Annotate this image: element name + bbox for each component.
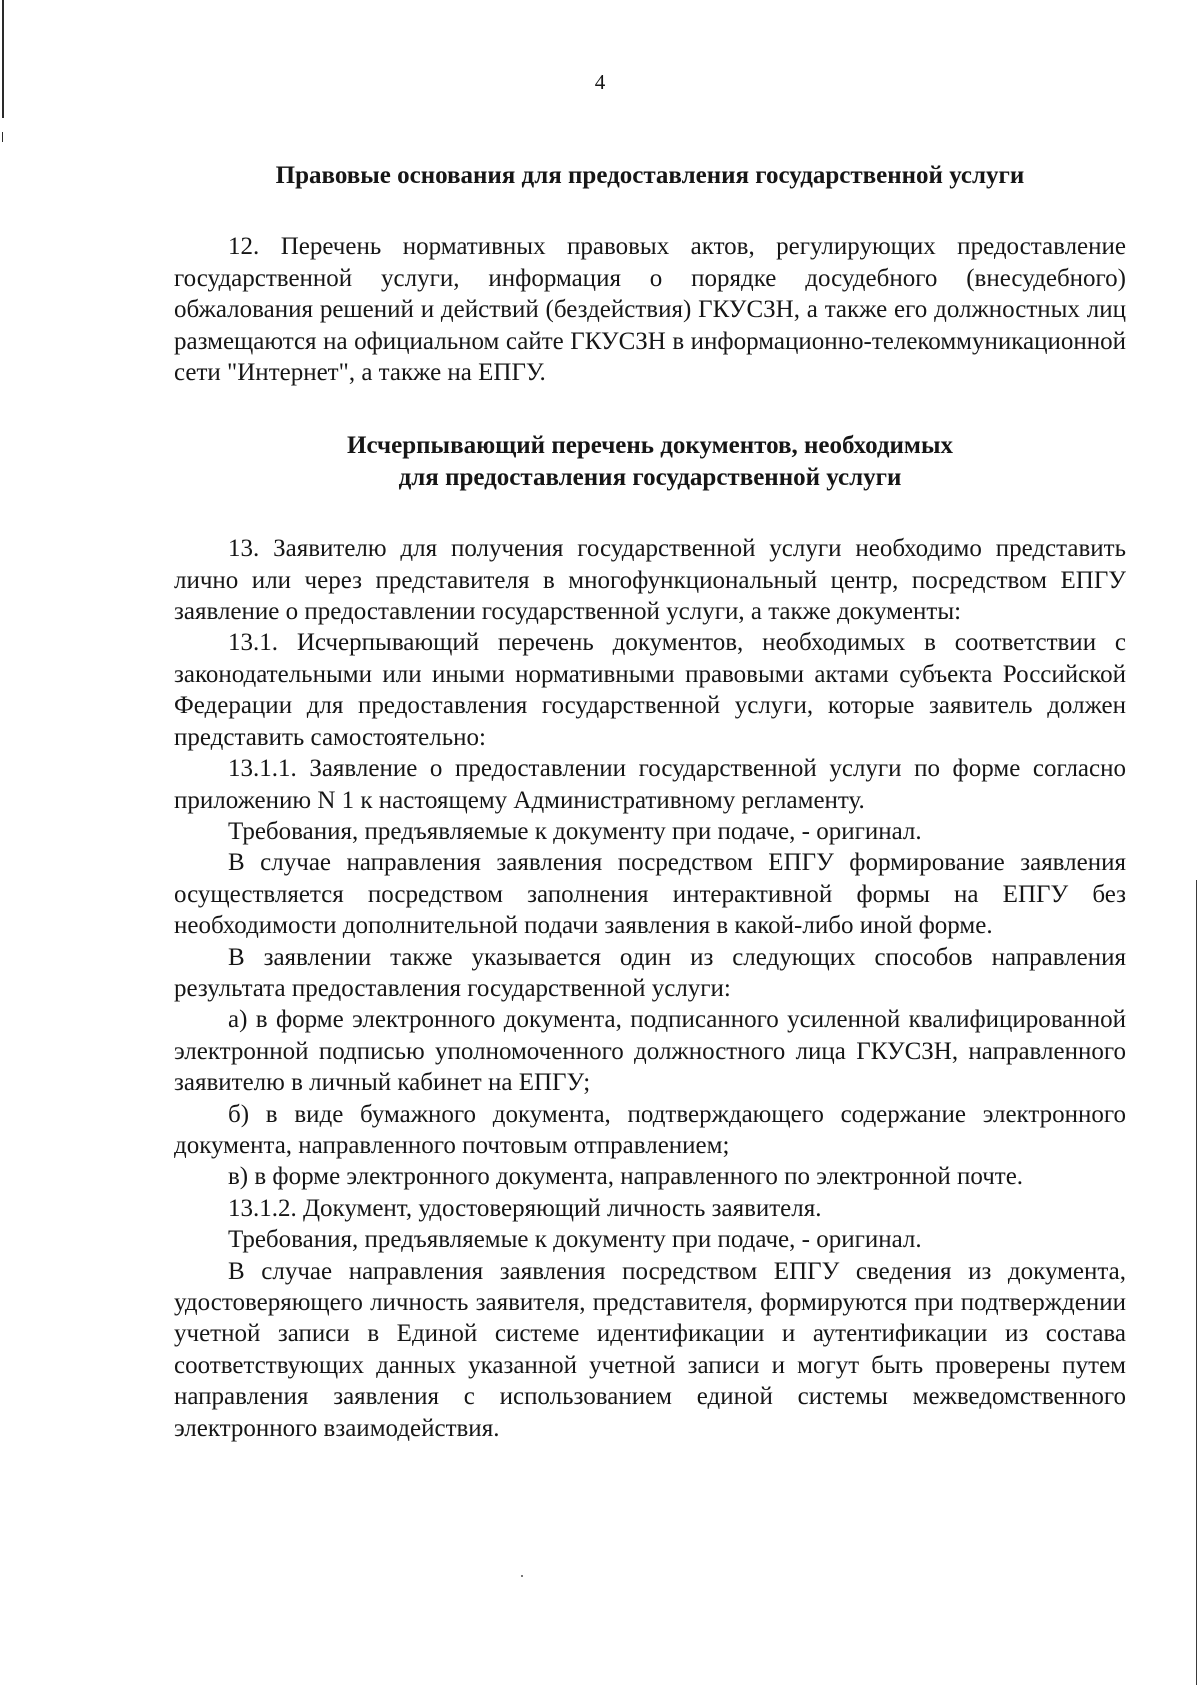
paragraph-identity-info: В случае направления заявления посредством ЕПГУ сведения из документа, удостоверяющего личность заявителя, представителя, формируются при подтверждении учетной записи в Единой системе идентификации и аутентификации из состава соответствующих данных указанной учетной записи и могут быть проверены путем направления заявления с использованием единой системы межведомственного электронного взаимодействия.: [174, 1257, 1126, 1442]
section-heading-legal-basis: Правовые основания для предоставления государственной услуги: [275, 162, 1025, 189]
section-heading-line: Исчерпывающий перечень документов, необходимых: [347, 432, 953, 460]
section-heading-line: для предоставления государственной услуги: [398, 463, 902, 491]
paragraph-requirements: Требования, предъявляемые к документу при подаче, - оригинал.: [228, 817, 922, 845]
scan-edge-mark: [2, 132, 3, 142]
paragraph-13-1-1: 13.1.1. Заявление о предоставлении государственной услуги по форме согласно приложению N 1 к настоящему Административному регламенту.: [174, 755, 1126, 814]
paragraph-13-1: 13.1. Исчерпывающий перечень документов, необходимых в соответствии с законодательными или иными нормативными правовыми актами субъекта Российской Федерации для предоставления государственной услуги, которые заявитель должен представить самостоятельно:: [174, 629, 1126, 751]
document-body: [174, 160, 1126, 1444]
paragraph-13-1-2: 13.1.2. Документ, удостоверяющий личность заявителя.: [228, 1194, 822, 1222]
list-item-a: а) в форме электронного документа, подписанного усиленной квалифицированной электронной подписью уполномоченного должностного лица ГКУСЗН, направленного заявителю в личный кабинет на ЕПГУ;: [174, 1006, 1126, 1097]
scan-edge-mark: [1196, 880, 1197, 1685]
paragraph-12: 12. Перечень нормативных правовых актов, регулирующих предоставление государственной услуги, информация о порядке досудебного (внесудебного) обжалования решений и действий (бездействия) ГКУСЗН, а также его должностных лиц размещаются на официальном сайте ГКУСЗН в информационно-телекоммуникационной сети "Интернет", а также на ЕПГУ.: [174, 233, 1126, 387]
scan-edge-mark: [2, 0, 4, 118]
paragraph-13: 13. Заявителю для получения государственной услуги необходимо представить лично или через представителя в многофункциональный центр, посредством ЕПГУ заявление о предоставлении государственной услуги, а также документы:: [174, 535, 1126, 626]
page-number: 4: [594, 70, 606, 94]
section-heading-documents: [174, 430, 1126, 493]
list-item-v: в) в форме электронного документа, направленного по электронной почте.: [228, 1163, 1024, 1191]
list-item-b: б) в виде бумажного документа, подтверждающего содержание электронного документа, направленного почтовым отправлением;: [174, 1100, 1126, 1159]
paragraph-epgu-form: В случае направления заявления посредством ЕПГУ формирование заявления осуществляется посредством заполнения интерактивной формы на ЕПГУ без необходимости дополнительной подачи заявления в какой-либо иной форме.: [174, 849, 1126, 940]
paragraph-requirements: Требования, предъявляемые к документу при подаче, - оригинал.: [228, 1226, 922, 1254]
paragraph-result-methods: В заявлении также указывается один из следующих способов направления результата предоставления государственной услуги:: [174, 943, 1126, 1002]
scan-speck: [521, 1575, 523, 1577]
